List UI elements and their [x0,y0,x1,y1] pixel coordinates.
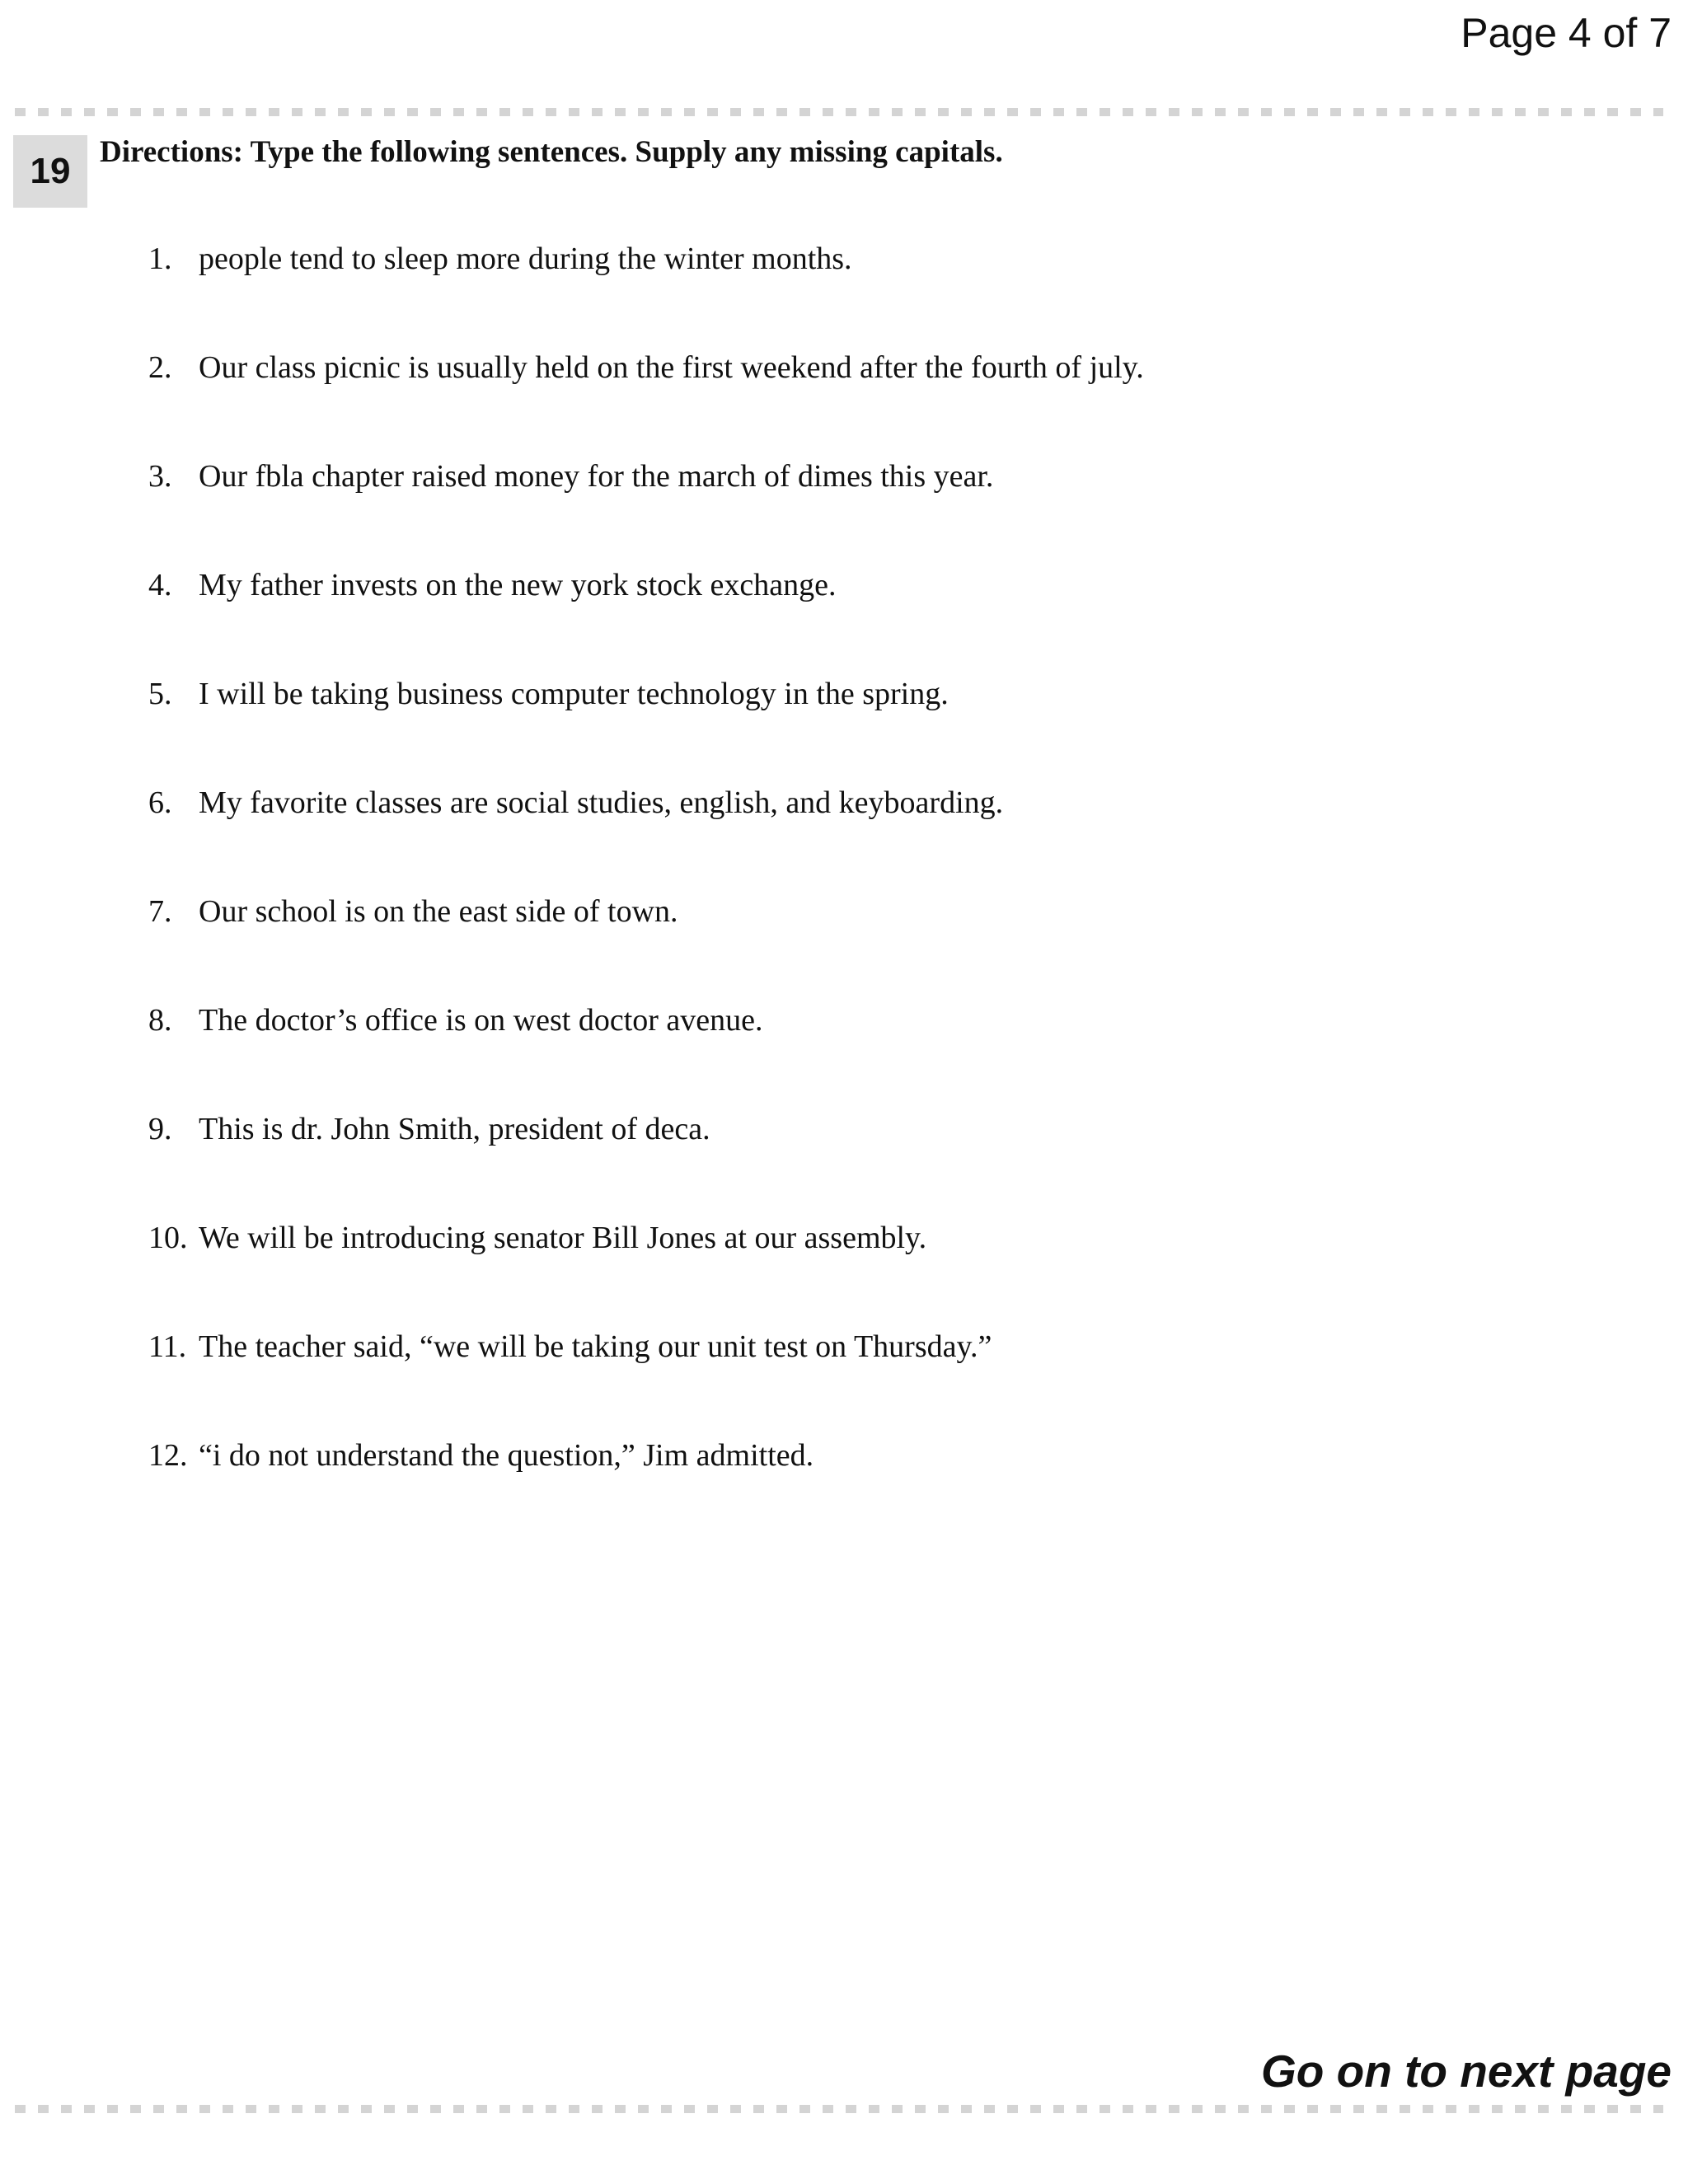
item-number: 10. [148,1221,188,1255]
sentence-item-8 [148,999,1144,1108]
item-text: Our fbla chapter raised money for the march of dimes this year. [199,459,994,494]
item-number: 2. [148,350,172,385]
item-text: Our class picnic is usually held on the first weekend after the fourth of july. [199,350,1144,385]
item-text: I will be taking business computer technology in the spring. [199,677,949,711]
item-text: The teacher said, “we will be taking our unit test on Thursday.” [199,1329,992,1364]
item-number: 1. [148,241,172,276]
item-text: The doctor’s office is on west doctor avenue. [199,1003,763,1038]
item-number: 5. [148,677,172,711]
sentence-list [148,237,1144,1543]
go-on-to-next-page-label: Go on to next page [1260,2046,1672,2097]
directions-text: Directions: Type the following sentences. Supply any missing capitals. [100,135,1003,169]
item-number: 6. [148,785,172,820]
sentence-item-4 [148,564,1144,673]
page-number: Page 4 of 7 [1461,10,1672,56]
item-text: people tend to sleep more during the winter months. [199,241,852,276]
sentence-item-12 [148,1434,1144,1543]
item-text: My favorite classes are social studies, english, and keyboarding. [199,785,1004,820]
sentence-item-10 [148,1216,1144,1325]
item-text: We will be introducing senator Bill Jones at our assembly. [199,1221,927,1255]
question-number-badge: 19 [13,135,87,208]
item-number: 7. [148,894,172,929]
item-number: 3. [148,459,172,494]
item-text: “i do not understand the question,” Jim admitted. [199,1438,814,1473]
sentence-item-6 [148,781,1144,890]
sentence-item-7 [148,890,1144,999]
item-number: 12. [148,1438,188,1473]
sentence-item-9 [148,1108,1144,1216]
item-number: 11. [148,1329,187,1364]
item-text: This is dr. John Smith, president of deca. [199,1112,710,1146]
bottom-dashed-divider [15,2105,1663,2113]
item-number: 8. [148,1003,172,1038]
top-dashed-divider [15,108,1663,116]
item-number: 4. [148,568,172,602]
sentence-item-3 [148,455,1144,564]
item-number: 9. [148,1112,172,1146]
sentence-item-11 [148,1325,1144,1434]
sentence-item-1 [148,237,1144,346]
sentence-item-2 [148,346,1144,455]
sentence-item-5 [148,673,1144,781]
item-text: My father invests on the new york stock exchange. [199,568,837,602]
item-text: Our school is on the east side of town. [199,894,678,929]
